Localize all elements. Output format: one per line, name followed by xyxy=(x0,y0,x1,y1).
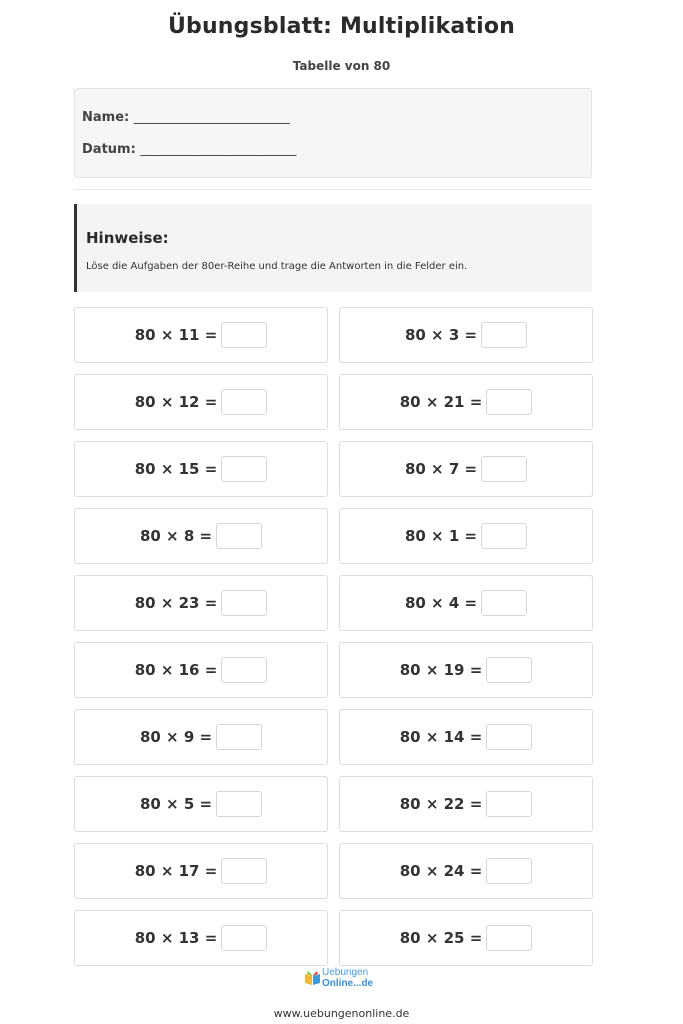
task-text: 80 × 12 = xyxy=(134,393,218,411)
task-text: 80 × 24 = xyxy=(399,862,483,880)
student-info-box xyxy=(74,88,592,178)
answer-input[interactable] xyxy=(216,791,262,817)
name-row xyxy=(82,110,290,125)
answer-input[interactable] xyxy=(221,456,267,482)
task-text: 80 × 23 = xyxy=(134,594,218,612)
task-text: 80 × 3 = xyxy=(404,326,478,344)
task-text: 80 × 1 = xyxy=(404,527,478,545)
task-card xyxy=(74,910,328,966)
task-card xyxy=(339,307,593,363)
task-card xyxy=(339,843,593,899)
answer-input[interactable] xyxy=(221,322,267,348)
task-card xyxy=(74,307,328,363)
answer-input[interactable] xyxy=(486,389,532,415)
logo-top-text: Uebungen xyxy=(322,967,369,978)
date-line: ________________________ xyxy=(140,142,297,157)
hints-text: Löse die Aufgaben der 80er-Reihe und trage die Antworten in die Felder ein. xyxy=(86,261,468,272)
answer-input[interactable] xyxy=(486,791,532,817)
answer-input[interactable] xyxy=(481,322,527,348)
name-line: ________________________ xyxy=(133,110,290,125)
answer-input[interactable] xyxy=(486,724,532,750)
task-card xyxy=(339,709,593,765)
task-card xyxy=(339,910,593,966)
task-text: 80 × 19 = xyxy=(399,661,483,679)
answer-input[interactable] xyxy=(486,657,532,683)
task-text: 80 × 4 = xyxy=(404,594,478,612)
answer-input[interactable] xyxy=(481,590,527,616)
task-card xyxy=(339,508,593,564)
hints-title: Hinweise: xyxy=(86,229,169,247)
task-card xyxy=(339,441,593,497)
task-card xyxy=(339,642,593,698)
section-divider xyxy=(74,189,592,190)
answer-input[interactable] xyxy=(221,590,267,616)
task-text: 80 × 13 = xyxy=(134,929,218,947)
task-card xyxy=(74,441,328,497)
task-card xyxy=(339,374,593,430)
answer-input[interactable] xyxy=(221,925,267,951)
task-card xyxy=(339,575,593,631)
task-text: 80 × 21 = xyxy=(399,393,483,411)
answer-input[interactable] xyxy=(481,456,527,482)
open-book-icon xyxy=(304,970,321,986)
task-text: 80 × 5 = xyxy=(139,795,213,813)
task-text: 80 × 16 = xyxy=(134,661,218,679)
task-card xyxy=(74,508,328,564)
hints-box xyxy=(74,204,592,292)
uebungenonline-logo xyxy=(304,967,384,993)
task-text: 80 × 22 = xyxy=(399,795,483,813)
answer-input[interactable] xyxy=(216,523,262,549)
logo-bottom-text: Online...de xyxy=(322,978,374,989)
task-text: 80 × 17 = xyxy=(134,862,218,880)
answer-input[interactable] xyxy=(221,858,267,884)
name-label: Name: xyxy=(82,110,130,125)
task-text: 80 × 25 = xyxy=(399,929,483,947)
task-text: 80 × 14 = xyxy=(399,728,483,746)
task-card xyxy=(74,843,328,899)
answer-input[interactable] xyxy=(221,657,267,683)
answer-input[interactable] xyxy=(486,858,532,884)
task-text: 80 × 15 = xyxy=(134,460,218,478)
task-card xyxy=(74,374,328,430)
page-subtitle: Tabelle von 80 xyxy=(292,59,391,73)
answer-input[interactable] xyxy=(481,523,527,549)
date-label: Datum: xyxy=(82,142,136,157)
task-text: 80 × 9 = xyxy=(139,728,213,746)
task-grid xyxy=(74,307,594,966)
answer-input[interactable] xyxy=(216,724,262,750)
answer-input[interactable] xyxy=(221,389,267,415)
task-card xyxy=(74,709,328,765)
task-card xyxy=(74,575,328,631)
footer-url: www.uebungenonline.de xyxy=(273,1007,410,1020)
task-card xyxy=(74,642,328,698)
date-row xyxy=(82,142,296,157)
answer-input[interactable] xyxy=(486,925,532,951)
task-text: 80 × 11 = xyxy=(134,326,218,344)
page-title: Übungsblatt: Multiplikation xyxy=(167,14,516,39)
task-card xyxy=(339,776,593,832)
task-text: 80 × 7 = xyxy=(404,460,478,478)
task-text: 80 × 8 = xyxy=(139,527,213,545)
task-card xyxy=(74,776,328,832)
